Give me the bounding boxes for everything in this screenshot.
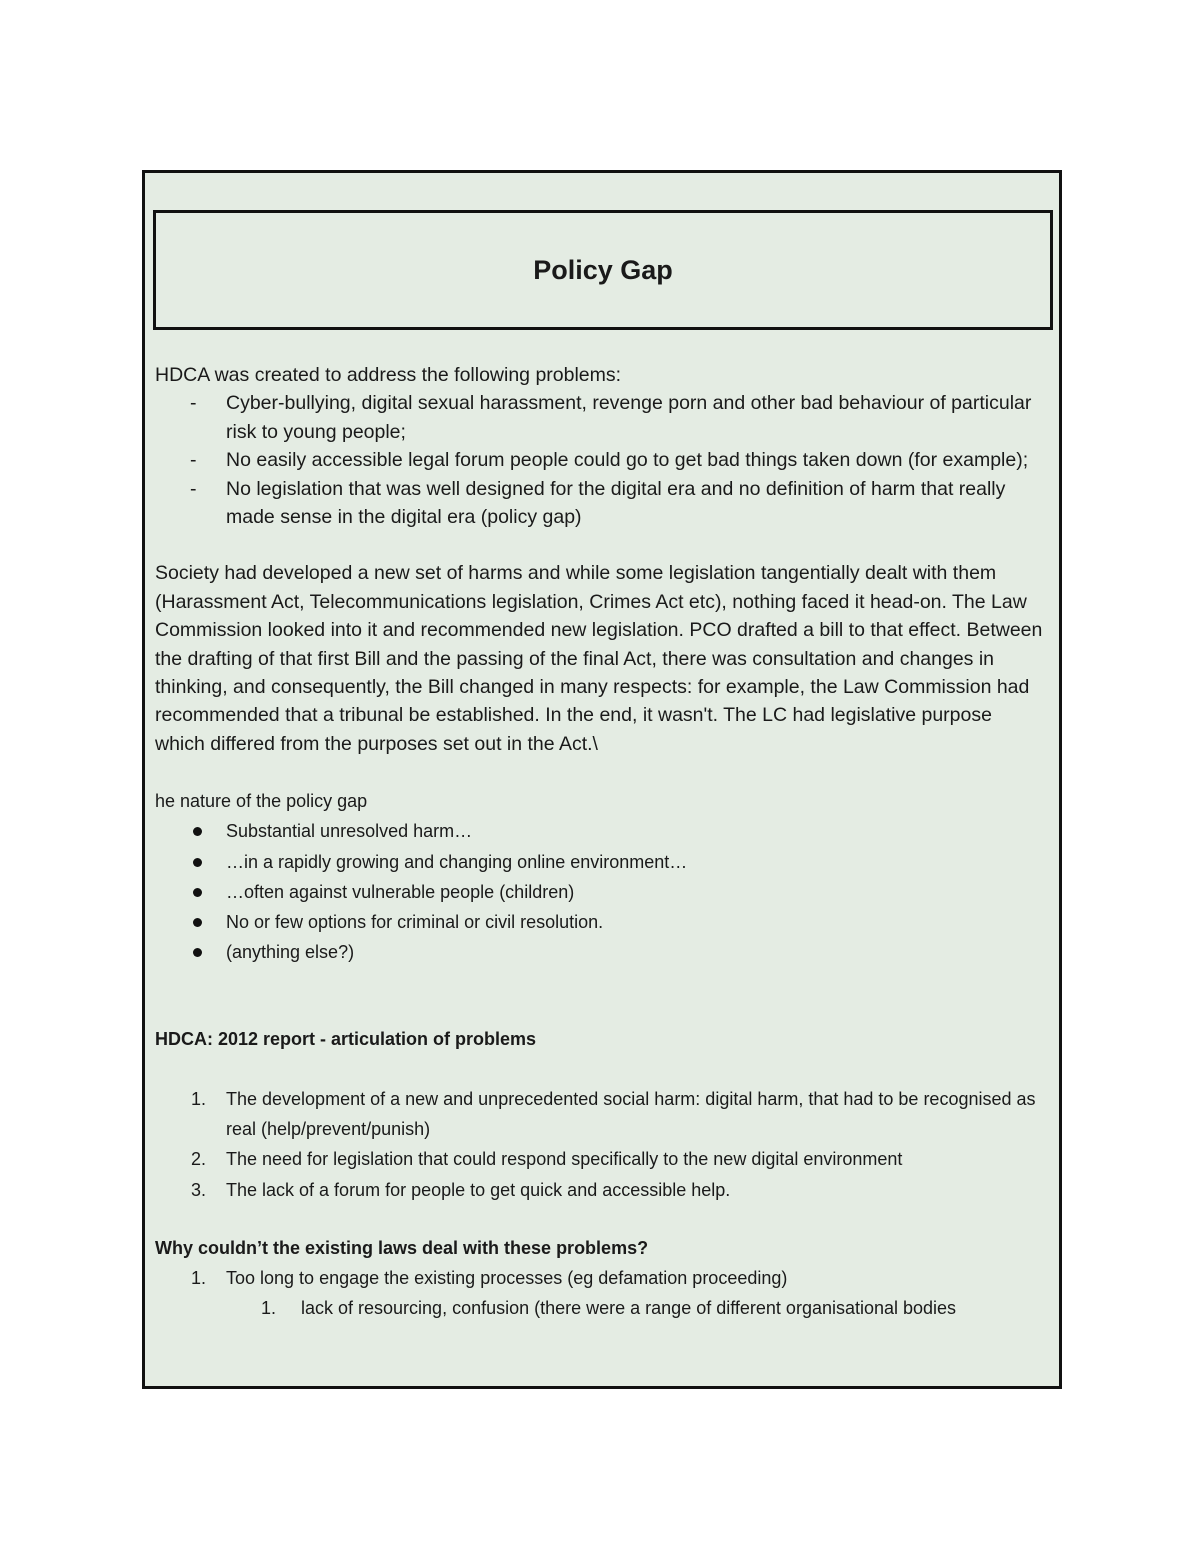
list-item: …often against vulnerable people (children) [155, 877, 1045, 907]
bullet-icon [193, 888, 202, 897]
bullet-icon [193, 948, 202, 957]
list-item: - No legislation that was well designed for the digital era and no definition of harm that really made sense in the digital era (policy gap) [155, 475, 1045, 532]
problems-list [155, 389, 1045, 531]
list-item: (anything else?) [155, 937, 1045, 967]
list-item: - Cyber-bullying, digital sexual harassment, revenge porn and other bad behaviour of particular risk to young people; [155, 389, 1045, 446]
list-item: …in a rapidly growing and changing online environment… [155, 847, 1045, 877]
report-list [155, 1084, 1045, 1205]
dash-marker: - [190, 392, 197, 415]
dash-marker: - [190, 449, 197, 472]
list-item: 1. Too long to engage the existing processes (eg defamation proceeding) [191, 1267, 788, 1288]
report-heading: HDCA: 2012 report - articulation of problems [155, 1028, 537, 1049]
why-list [155, 1263, 1045, 1324]
bullet-icon [193, 858, 202, 867]
list-item: 2. The need for legislation that could respond specifically to the new digital environment [191, 1149, 903, 1170]
list-item: - No easily accessible legal forum people could go to get bad things taken down (for example); [155, 446, 1045, 474]
list-item: 1. The development of a new and unprecedented social harm: digital harm, that had to be recognised as real (help/prevent/punish) [191, 1088, 1036, 1140]
nature-list [155, 816, 1045, 967]
page-title: Policy Gap [533, 254, 673, 285]
document-page [142, 170, 1062, 1389]
list-item: 3. The lack of a forum for people to get quick and accessible help. [191, 1179, 731, 1200]
nature-heading: he nature of the policy gap [155, 791, 368, 812]
document-body [155, 361, 1045, 1324]
title-box [153, 210, 1053, 330]
list-item: No or few options for criminal or civil resolution. [155, 907, 1045, 937]
intro-text: HDCA was created to address the following problems: [155, 364, 622, 386]
dash-marker: - [190, 477, 197, 500]
sub-list-item: 1. lack of resourcing, confusion (there were a range of different organisational bodies [261, 1298, 957, 1319]
bullet-icon [193, 918, 202, 927]
why-heading: Why couldn’t the existing laws deal with these problems? [155, 1237, 649, 1258]
society-paragraph: Society had developed a new set of harms and while some legislation tangentially dealt with them (Harassment Act, Telecommunications legislation, Crimes Act etc), nothing faced it head-on. The Law Commission looked into it and recommended new legislation. PCO drafted a bill to that effect. Between the drafting of that first Bill and the passing of the final Act, there was consultation and changes in thinking, and consequently, the Bill changed in many respects: for example, the Law Commission had recommended that a tribunal be established. In the end, it wasn't. The LC had legislative purpose which differed from the purposes set out in the Act.\ [155, 562, 1043, 755]
bullet-icon [193, 827, 202, 836]
list-item: Substantial unresolved harm… [155, 816, 1045, 846]
